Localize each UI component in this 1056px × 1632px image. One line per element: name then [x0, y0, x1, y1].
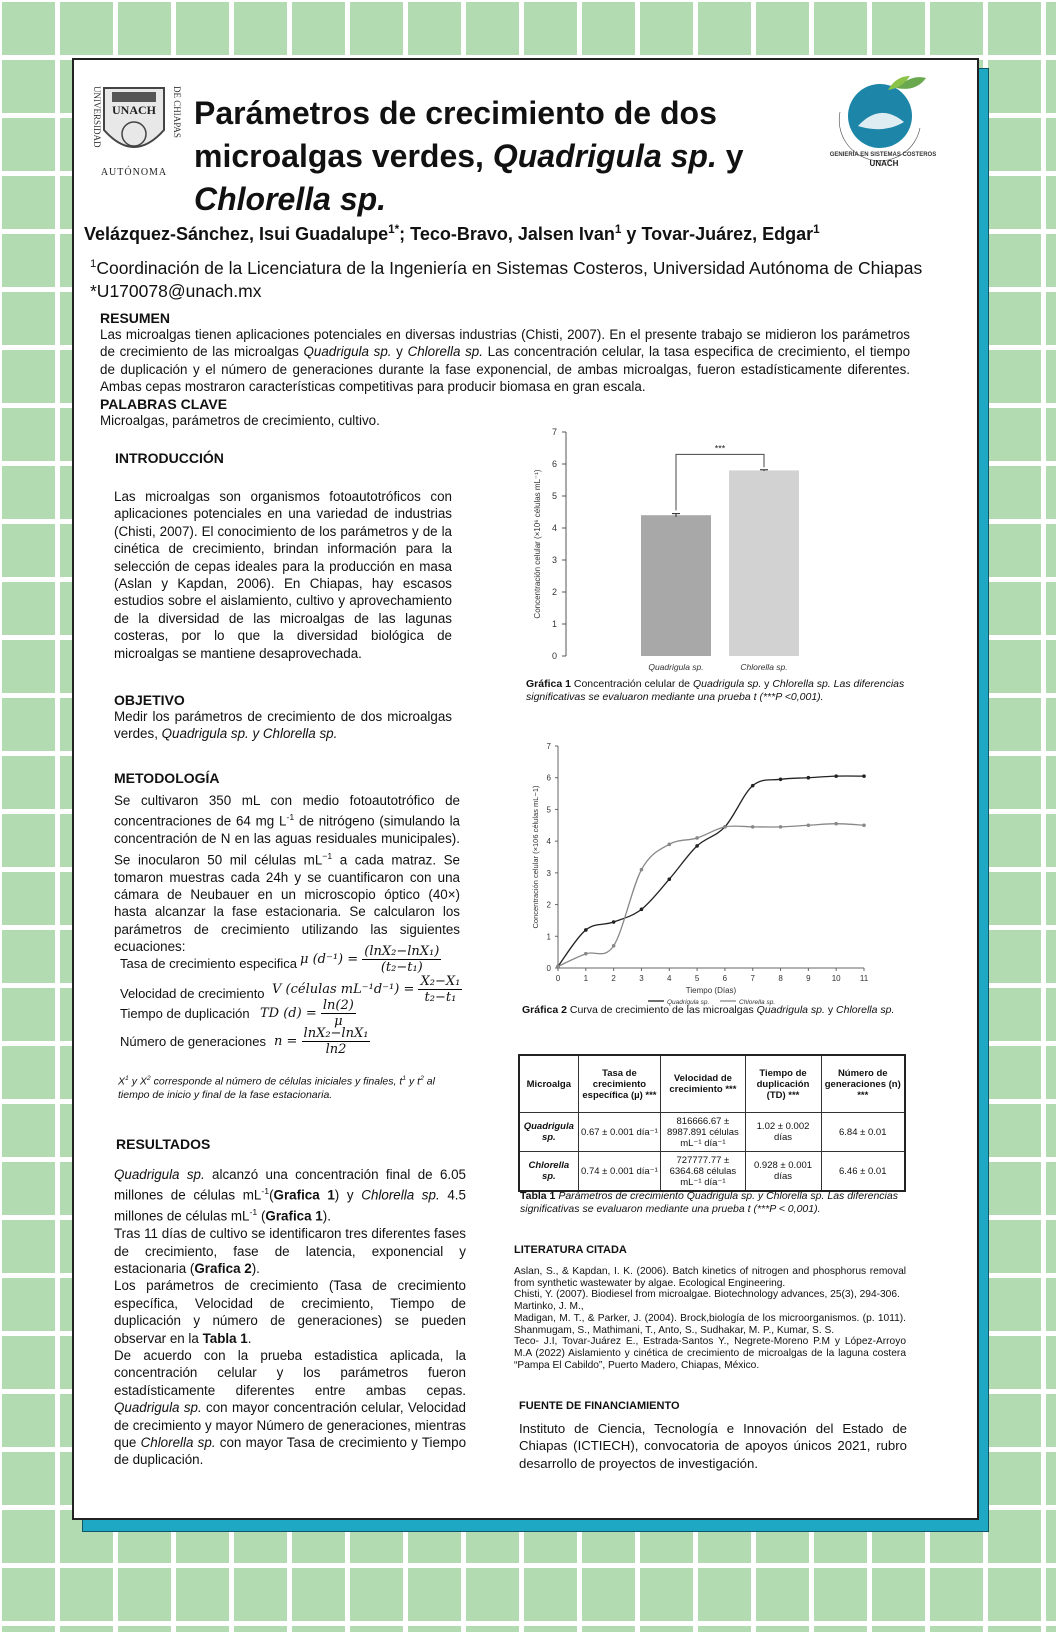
objetivo-text — [114, 708, 452, 743]
y-tick-label: 5 — [546, 805, 551, 815]
eq3-den: μ — [334, 1014, 343, 1029]
eq-note-s1: 1 — [125, 1075, 129, 1082]
logo-text-center: UNACH — [112, 103, 156, 117]
chart2-caption-t2: y — [824, 1004, 837, 1016]
eq1-den: (t₂−t₁) — [380, 960, 423, 975]
res-grafica1: Grafica 1 — [273, 1187, 335, 1203]
data-point — [584, 928, 588, 932]
intro-text: Las microalgas son organismos fotoautotróficos con aplicaciones potenciales en una variedad de industrias (Chisti, 2007). El conocimiento de los parámetros y de la cinética de crecimiento, brindan información para la selección de cepas ideales para la producción en masa (Aslan y Kapdan, 2006). En Chiapas, hay escasos estudios sobre el aislamiento, cultivo y aprovechamiento de la diversidad de las microalgas de las lagunas costeras, por lo que la diversidad biológica de microalgas se mantiene desaprovechada. — [114, 489, 452, 661]
eq2-den: t₂−t₁ — [424, 990, 457, 1005]
reference-item: Teco- J.I, Tovar-Juárez E., Estrada-Santos Y., Negrete-Moreno P.M y López-Arroyo M.A (2022) Aislamiento y cinética de crecimiento de microalgas de la laguna costera “Pampa El Cabildo”, Puerto Madero, Chiapas, México. — [514, 1336, 906, 1371]
author-sep: ; — [399, 224, 411, 244]
reference-item: Martinko, J. M., — [514, 1301, 584, 1313]
res-p3a: Los parámetros de crecimiento (Tasa de crecimiento específica, Velocidad de crecimiento, Tiempo de duplicación y número de generaciones) se pueden observar en la — [114, 1278, 466, 1346]
y-tick-label: 5 — [551, 491, 557, 501]
x-tick-label: 10 — [831, 974, 841, 983]
x-axis-label: Tiempo (Días) — [685, 986, 737, 995]
isc-logo — [830, 72, 936, 168]
res-r1: alcanzó una concentración final de 6.05 millones de células mL — [114, 1167, 467, 1203]
unach-logo — [82, 78, 186, 178]
y-tick-label: 3 — [546, 868, 551, 878]
logo-unach-text: UNACH — [869, 159, 899, 168]
keywords-heading: PALABRAS CLAVE — [100, 395, 228, 412]
table-cell: 0.928 ± 0.001 días — [745, 1152, 821, 1192]
res-r2: ( — [269, 1187, 274, 1203]
eq-note-d: al tiempo de inicio y final de la fase estacionaria. — [118, 1075, 435, 1101]
table-cell: Chlorella sp. — [519, 1152, 578, 1192]
metodo-sup1: -1 — [286, 812, 295, 823]
data-point — [779, 825, 783, 829]
bar — [729, 470, 799, 656]
data-point — [640, 868, 644, 872]
data-point — [751, 784, 755, 788]
table-caption — [520, 1190, 910, 1216]
res-grafica2: Grafica 2 — [194, 1260, 252, 1276]
eq4-num: lnX₂−lnX₁ — [303, 1026, 369, 1041]
res-r4: 4.5 millones de células mL — [114, 1187, 466, 1224]
eq-note-s3: 1 — [402, 1075, 407, 1082]
affiliation-text: Coordinación de la Licenciatura de la Ingeniería en Sistemas Costeros, Universidad Autónoma de Chiapas — [96, 257, 923, 278]
chart1-caption-label: Gráfica 1 — [526, 678, 571, 690]
y-tick-label: 4 — [546, 837, 551, 847]
x-tick-label: 8 — [778, 974, 783, 983]
eq1-label: Tasa de crecimiento especifica — [120, 956, 298, 971]
eq2-label: Velocidad de crecimiento — [120, 986, 265, 1001]
res-sup1: -1 — [261, 1186, 270, 1197]
y-tick-label: 6 — [551, 459, 557, 469]
data-point — [695, 836, 699, 840]
reference-item: Madigan, M. T., & Parker, J. (2004). Brock,biología de los microorganismos. (p. 1011). Shanmugam, S., Mathimani, T., Anto, S., Sudhakar, M. P., Kumar, S. S. — [514, 1312, 906, 1336]
fuente-section — [519, 1400, 907, 1472]
eq4-lhs: n = — [274, 1034, 298, 1049]
resumen-y: y — [391, 344, 408, 360]
table-cell: 0.67 ± 0.001 día⁻¹ — [578, 1113, 661, 1152]
chart2-caption-c: Chlorella sp. — [836, 1004, 895, 1016]
data-point — [834, 774, 838, 778]
resumen-p2: Las concentración celular, la tasa especifica de crecimiento, el tiempo de duplicación y el número de generaciones durante la fase exponencial, de ambas microalgas, fueron estadísticamente diferentes. Ambas cepas mostraron características competitivas para producir biomasa en gran escala. — [100, 344, 911, 395]
table-cell: 6.84 ± 0.01 — [821, 1113, 905, 1152]
author-1: Velázquez-Sánchez, Isui Guadalupe — [84, 224, 389, 244]
resultados-text — [114, 1166, 466, 1469]
table-cell: 1.02 ± 0.002 días — [745, 1113, 821, 1152]
res-p4b: con mayor concentración celular, Velocidad de crecimiento y mayor Número de generaciones, mientras que — [114, 1400, 466, 1451]
logo-text-bottom: AUTÓNOMA — [100, 167, 168, 178]
data-point — [751, 825, 755, 829]
eq-note-s4: 2 — [420, 1075, 424, 1082]
res-grafica1b: Grafica 1 — [265, 1208, 323, 1224]
eq-note-s2: 2 — [146, 1075, 151, 1082]
metodo-p1: Se cultivaron 350 mL con medio fotoautotrófico de concentraciones de 64 mg L — [114, 793, 460, 829]
data-point — [612, 944, 616, 948]
eq3-lhs: TD (d) = — [260, 1006, 317, 1021]
data-point — [862, 823, 866, 827]
author-1-sup: 1* — [388, 223, 400, 236]
objetivo-p1: Medir los parámetros de crecimiento de dos microalgas verdes, — [114, 709, 452, 742]
keywords-text: Microalgas, parámetros de crecimiento, cultivo. — [100, 412, 380, 428]
eq2-lhs: V (células mL⁻¹d⁻¹) = — [272, 982, 415, 997]
table-caption-text: Parámetros de crecimiento Quadrigula sp. y Chlorella sp. Las diferencias significativas se evaluaron mediante una prueba t (***P < 0,001). — [520, 1190, 898, 1215]
table-header: Velocidad de crecimiento *** — [661, 1055, 745, 1113]
chart1-caption — [526, 678, 916, 704]
data-point — [807, 823, 811, 827]
chart2-caption-q: Quadrigula sp. — [756, 1004, 825, 1016]
table-cell: 6.46 ± 0.01 — [821, 1152, 905, 1192]
objetivo-quadrigula: Quadrigula sp. — [161, 726, 249, 742]
y-axis-label: Concentración celular (×106 células mL−1) — [531, 785, 540, 929]
eq4-label: Número de generaciones — [120, 1034, 266, 1049]
table-header-row — [519, 1055, 905, 1113]
y-tick-label: 0 — [546, 964, 551, 973]
logo-text-right: DE CHIAPAS — [172, 86, 182, 138]
resultados-heading: RESULTADOS — [116, 1136, 211, 1152]
x-tick-label: Quadrigula sp. — [648, 662, 704, 672]
chart1-caption-t1: Concentración celular de — [570, 678, 693, 690]
y-tick-label: 7 — [551, 427, 557, 437]
x-tick-label: 2 — [611, 974, 616, 983]
x-tick-label: 11 — [859, 974, 869, 983]
res-tabla1: Tabla 1 — [202, 1330, 248, 1346]
y-tick-label: 2 — [551, 587, 557, 597]
logo-text-left: UNIVERSIDAD — [92, 86, 102, 148]
title-species-2: Chlorella sp. — [194, 181, 387, 217]
objetivo-chlorella: Chlorella sp. — [262, 726, 338, 742]
intro-heading: INTRODUCCIÓN — [115, 450, 224, 466]
eq3-num: ln(2) — [322, 998, 354, 1013]
author-2: Teco-Bravo, Jalsen Ivan — [410, 224, 615, 244]
data-point — [556, 965, 560, 969]
author-and: y — [621, 224, 642, 244]
objetivo-section — [114, 692, 452, 743]
res-quadrigula-2: Quadrigula sp. — [114, 1400, 202, 1416]
line-chart — [526, 736, 886, 1006]
y-tick-label: 3 — [551, 555, 557, 565]
eq-note-b: corresponde al número de células iniciales y finales, t — [150, 1075, 403, 1088]
eq-note — [118, 1072, 468, 1102]
resumen-heading: RESUMEN — [100, 310, 171, 326]
res-r5: ( — [257, 1208, 266, 1224]
y-axis-label: Concentración celular (×10⁶ células mL⁻¹) — [533, 469, 542, 619]
eq3 — [260, 998, 356, 1029]
table-header: Número de generaciones (n) *** — [821, 1055, 905, 1113]
metodo-sup2: −1 — [322, 850, 333, 861]
bar — [641, 515, 711, 656]
objetivo-y: y — [248, 726, 263, 742]
res-p4a: De acuerdo con la prueba estadistica aplicada, la concentración celular y los parámetros fueron estadísticamente diferentes entre ambas cepas. — [114, 1348, 466, 1398]
x-tick-label: 4 — [667, 974, 672, 983]
chart1-caption-t2: y — [761, 678, 773, 690]
series-line — [558, 776, 864, 966]
title-species-1: Quadrigula sp. — [492, 138, 717, 174]
data-point — [807, 776, 811, 780]
contact-email: *U170078@unach.mx — [90, 280, 262, 301]
table-cell: 0.74 ± 0.001 día⁻¹ — [578, 1152, 661, 1192]
eq4-den: ln2 — [325, 1042, 347, 1057]
data-point — [723, 825, 727, 829]
table-row — [519, 1152, 905, 1192]
parameters-table — [518, 1054, 906, 1192]
x-tick-label: 5 — [694, 974, 700, 983]
poster-title — [194, 92, 834, 221]
table-caption-label: Tabla 1 — [520, 1190, 556, 1202]
x-tick-label: 7 — [750, 974, 755, 983]
res-chlorella-2: Chlorella sp. — [140, 1435, 216, 1451]
metodo-p2: de nitrógeno (simulando la concentración de N en las aguas residuales municipales). Se inocularon 50 mil células mL — [114, 813, 461, 868]
resumen-p1: Las microalgas tienen aplicaciones potenciales en diversas industrias (Chisti, 2007). En el presente trabajo se midieron los parámetros de crecimiento de las microalgas — [100, 327, 910, 360]
table-cell: 727777.77 ± 6364.68 células mL⁻¹ día⁻¹ — [661, 1152, 745, 1192]
metodo-heading: METODOLOGÍA — [114, 770, 220, 786]
eq1 — [300, 944, 441, 975]
table-header: Tiempo de duplicación (TD) *** — [745, 1055, 821, 1113]
data-point — [640, 908, 644, 912]
eq1-num: (lnX₂−lnX₁) — [364, 944, 440, 959]
resumen-chlorella: Chlorella sp. — [407, 344, 483, 360]
resumen-text — [100, 326, 910, 396]
eq2-num: X₂−X₁ — [420, 974, 461, 989]
chart1-caption-q: Quadrigula sp. — [692, 678, 762, 690]
res-sup2: -1 — [249, 1207, 258, 1218]
res-p3b: . — [247, 1330, 252, 1346]
chart2-caption-label: Gráfica 2 — [522, 1004, 567, 1016]
data-point — [779, 778, 783, 782]
y-tick-label: 4 — [551, 523, 557, 533]
chart1-caption-t3: Las diferencias significativas se evaluaron mediante una prueba t (***P <0,001). — [526, 678, 905, 703]
y-tick-label: 2 — [546, 900, 551, 910]
legend-label: Quadrigula sp. — [667, 999, 710, 1006]
x-tick-label: 1 — [583, 974, 589, 983]
legend-label: Chlorella sp. — [739, 999, 776, 1006]
table-cell: 816666.67 ± 8987.891 células mL⁻¹ día⁻¹ — [661, 1113, 745, 1152]
data-point — [667, 877, 671, 881]
eq-note-x: X — [118, 1075, 126, 1088]
res-r6: ). — [322, 1208, 331, 1224]
x-tick-label: 3 — [639, 974, 644, 983]
series-line — [558, 824, 864, 967]
chart1-caption-c: Chlorella sp. — [772, 678, 831, 690]
table-header: Microalga — [519, 1055, 578, 1113]
eq4 — [274, 1026, 370, 1057]
title-text: Parámetros de crecimiento de dos microalgas verdes, — [194, 95, 717, 174]
x-tick-label: 6 — [722, 974, 728, 983]
y-tick-label: 1 — [546, 932, 551, 942]
author-3: Tovar-Juárez, Edgar — [641, 224, 814, 244]
data-point — [584, 952, 588, 956]
y-tick-label: 0 — [551, 651, 557, 661]
chart2-caption-t1: Curva de crecimiento de las microalgas — [566, 1004, 757, 1016]
y-tick-label: 6 — [546, 773, 551, 783]
table-row — [519, 1113, 905, 1152]
res-p4c: con mayor Tasa de crecimiento y Tiempo de duplicación. — [114, 1435, 467, 1468]
fuente-text: Instituto de Ciencia, Tecnología e Innovación del Estado de Chiapas (ICTIECH), convocatoria de apoyos únicos 2021, rubro desarrollo de proyectos de investigación. — [519, 1421, 907, 1471]
eq1-lhs: μ (d⁻¹) = — [300, 952, 359, 967]
resumen-section — [100, 310, 910, 429]
res-chlorella: Chlorella sp. — [361, 1187, 440, 1203]
author-2-sup: 1 — [614, 223, 622, 236]
affiliation-sup: 1 — [90, 258, 97, 270]
metodo-text — [114, 792, 460, 956]
table-header: Tasa de crecimiento específica (µ) *** — [578, 1055, 661, 1113]
literatura-section — [514, 1244, 906, 1371]
data-point — [862, 774, 866, 778]
y-tick-label: 7 — [546, 742, 551, 751]
metodo-p3: a cada matraz. Se tomaron muestras cada 24h y se cuantificaron con una cámara de Neubauer en un microscopio óptico (40×) hasta alcanzar la fase estacionaria. Se calcularon los parámetros de crecimiento utilizando las siguientes ecuaciones: — [114, 852, 460, 955]
res-p2a: Tras 11 días de cultivo se identificaron tres diferentes fases de crecimiento, fase de latencia, exponencial y estacionaria ( — [114, 1226, 466, 1276]
x-tick-label: 9 — [806, 974, 811, 983]
objetivo-heading: OBJETIVO — [114, 692, 185, 708]
reference-item: Chisti, Y. (2007). Biodiesel from microalgae. Biotechnology advances, 25(3), 294-306. — [514, 1289, 900, 1301]
y-tick-label: 1 — [551, 619, 557, 629]
resumen-quadrigula: Quadrigula sp. — [303, 344, 392, 360]
bar-chart — [526, 420, 826, 682]
data-point — [695, 844, 699, 848]
x-tick-label: 0 — [555, 974, 561, 983]
eq-note-c: y t — [406, 1075, 421, 1088]
fuente-heading: FUENTE DE FINANCIAMIENTO — [519, 1400, 680, 1412]
poster — [72, 58, 979, 1520]
literatura-heading: LITERATURA CITADA — [514, 1244, 627, 1256]
x-tick-label: Chlorella sp. — [740, 662, 788, 672]
authors — [84, 223, 974, 245]
reference-item: Aslan, S., & Kapdan, I. K. (2006). Batch kinetics of nitrogen and phosphorus removal from synthetic wastewater by algae. Ecological Engineering. — [514, 1266, 906, 1289]
title-and: y — [716, 138, 744, 174]
logo-ring-text: INGENIERÍA EN SISTEMAS COSTEROS — [830, 152, 936, 158]
data-point — [612, 920, 616, 924]
author-3-sup: 1 — [813, 223, 820, 236]
res-quadrigula: Quadrigula sp. — [114, 1167, 205, 1182]
eq3-label: Tiempo de duplicación — [120, 1006, 250, 1021]
affiliation — [90, 253, 970, 303]
chart2-caption — [522, 1004, 922, 1017]
significance-label: *** — [714, 443, 726, 454]
res-r3: ) y — [334, 1187, 362, 1203]
eq-note-a: y X — [128, 1075, 147, 1088]
table-cell: Quadrigula sp. — [519, 1113, 578, 1152]
res-p2b: ). — [251, 1260, 260, 1276]
data-point — [834, 822, 838, 826]
data-point — [667, 843, 671, 847]
